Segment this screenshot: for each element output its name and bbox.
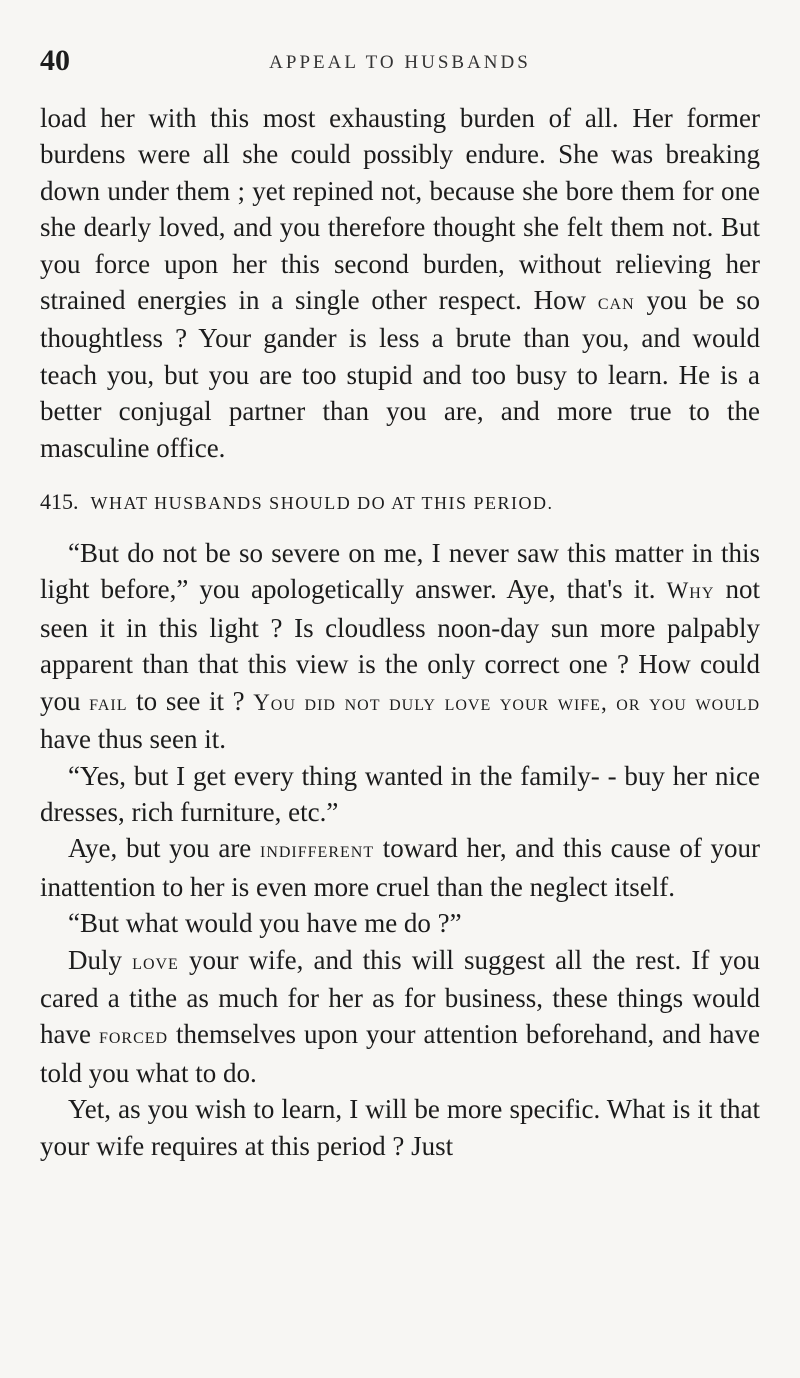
paragraph-3 — [40, 758, 760, 831]
text-run: “Yes, but I get every thing wanted in the family- - buy her nice dresses, rich furniture, etc.” — [40, 760, 760, 827]
text-run: Duly — [68, 944, 133, 975]
small-caps-run: indifferent — [259, 837, 375, 863]
paragraph-2 — [40, 535, 760, 757]
text-run: Yet, as you wish to learn, I will be more specific. What is it that your wife requires at this period ? Just — [40, 1094, 760, 1161]
text-run: not seen it in this light ? Is cloudless noon-day sun more palpably apparent than that this view is the only correct one ? How could you — [40, 574, 760, 716]
paragraph-5 — [40, 905, 760, 941]
text-run: your wife, and this will suggest all the rest. If you cared a tithe as much for her as for business, these things would have — [40, 944, 761, 1050]
page-header — [40, 44, 760, 84]
small-caps-run: Why — [666, 578, 715, 604]
text-run: load her with this most exhausting burden of all. Her former burdens were all she could possibly endure. She was breaking down under them ; yet repined not, because she bore them for one she dearly loved, and you therefore thought she felt them not. But you force upon her this second burden, without relieving her strained energies in a single other respect. How — [40, 103, 760, 316]
paragraph-4 — [40, 830, 760, 905]
section-heading — [40, 488, 760, 517]
text-run: themselves upon your attention beforehand, and have told you what to do. — [40, 1019, 760, 1088]
body-text — [40, 100, 760, 1164]
section-title: WHAT HUSBANDS SHOULD DO AT THIS PERIOD. — [90, 493, 554, 514]
paragraph-6 — [40, 942, 760, 1092]
text-run: Aye, but you are — [68, 833, 260, 864]
paragraph-7 — [40, 1091, 760, 1164]
text-run: toward her, and this cause of your inattention to her is even more cruel than the neglect itself. — [40, 833, 760, 902]
running-title: APPEAL TO HUSBANDS — [269, 52, 531, 73]
section-number: 415. — [40, 489, 79, 515]
text-run: “But do not be so severe on me, I never saw this matter in this light before,” you apologetically answer. Aye, that's it. — [40, 538, 760, 605]
small-caps-run: You did not duly love your wife, or you would — [253, 689, 761, 715]
small-caps-run: love — [132, 948, 179, 974]
small-caps-run: fail — [89, 689, 128, 715]
small-caps-run: forced — [98, 1023, 169, 1049]
small-caps-run: can — [597, 289, 635, 315]
paragraph-1 — [40, 100, 760, 466]
text-run: to see it ? — [127, 685, 254, 716]
text-run: “But what would you have me do ?” — [68, 908, 462, 939]
text-run: have thus seen it. — [40, 724, 226, 755]
text-run: you be so thoughtless ? Your gander is less a brute than you, and would teach you, but you are too stupid and too busy to learn. He is a better conjugal partner than you are, and more true to the masculine office. — [40, 285, 760, 463]
page-number: 40 — [40, 44, 70, 77]
